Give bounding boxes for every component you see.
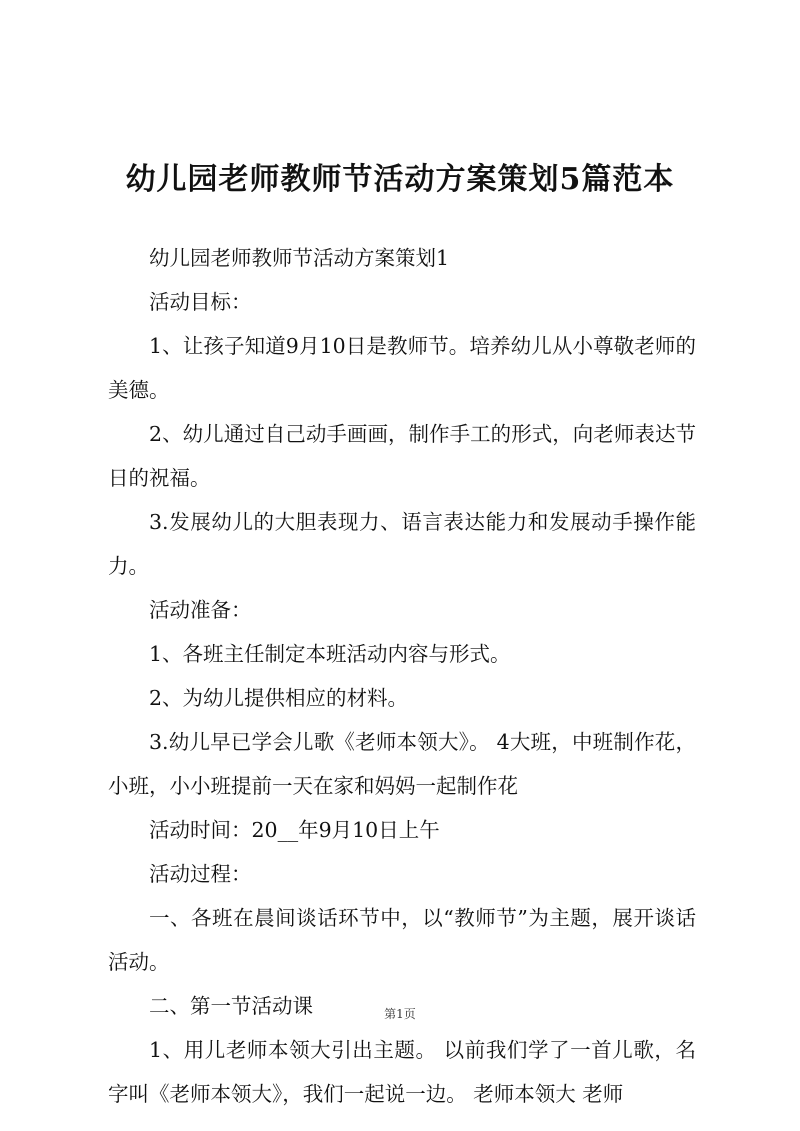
paragraph: 二、第一节活动课 <box>149 994 313 1018</box>
section-heading: 幼儿园老师教师节活动方案策划1 <box>149 246 450 270</box>
paragraph: 2、为幼儿提供相应的材料。 <box>149 686 409 710</box>
paragraph: 1、让孩子知道9月10日是教师节。培养幼儿从小尊敬老师的美德。 <box>108 334 696 402</box>
paragraph: 活动时间：20__年9月10日上午 <box>149 818 440 842</box>
page-number: 第1页 <box>384 1007 416 1021</box>
paragraph: 一、各班在晨间谈话环节中，以“教师节”为主题，展开谈话活动。 <box>108 906 696 974</box>
paragraph: 3.发展幼儿的大胆表现力、语言表达能力和发展动手操作能力。 <box>108 510 696 578</box>
paragraph: 2、幼儿通过自己动手画画，制作手工的形式，向老师表达节日的祝福。 <box>108 422 696 490</box>
paragraph: 1、用儿老师本领大引出主题。 以前我们学了一首儿歌，名字叫《老师本领大》，我们一起说一边。 老师本领大 老师 <box>108 1038 696 1106</box>
paragraph: 1、各班主任制定本班活动内容与形式。 <box>149 642 511 666</box>
paragraph: 3.幼儿早已学会儿歌《老师本领大》。 4大班，中班制作花，小班，小小班提前一天在家和妈妈一起制作花 <box>108 730 696 798</box>
paragraph: 活动目标： <box>149 290 252 314</box>
paragraph: 活动过程： <box>149 862 252 886</box>
document-title: 幼儿园老师教师节活动方案策划5篇范本 <box>125 162 675 197</box>
document-body <box>108 236 696 1116</box>
paragraph: 活动准备： <box>149 598 252 622</box>
